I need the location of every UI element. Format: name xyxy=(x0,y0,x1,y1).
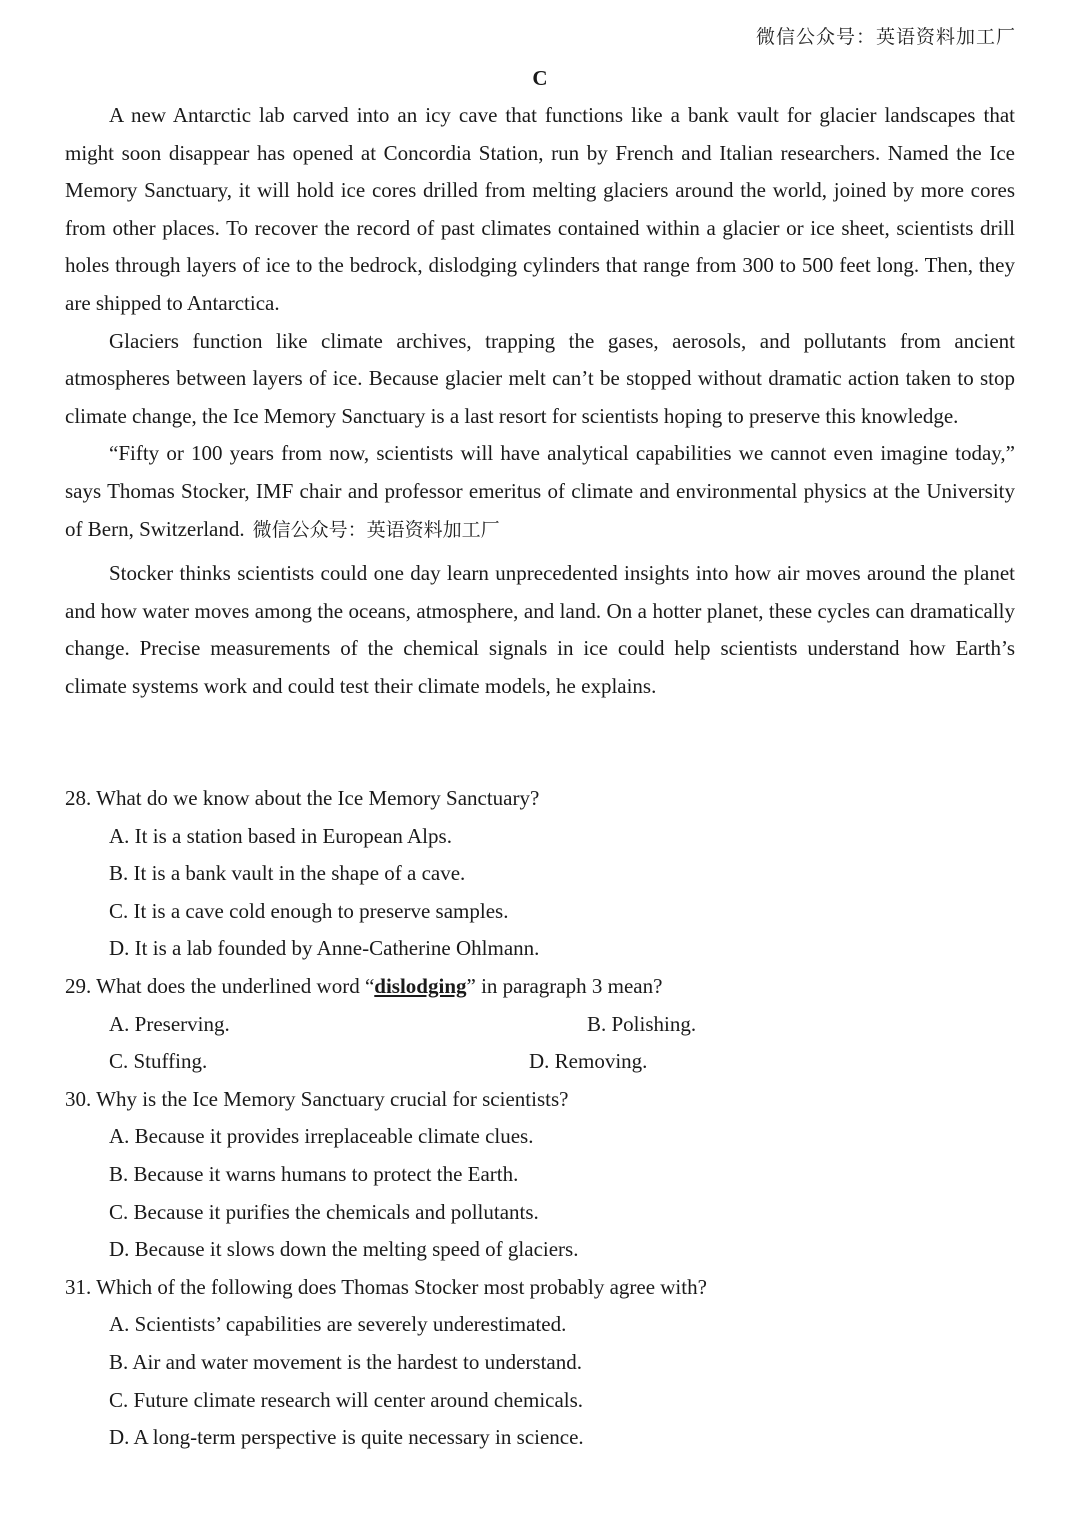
reading-passage xyxy=(65,97,1015,706)
question-31-option-d: D. A long-term perspective is quite necessary in science. xyxy=(109,1425,584,1450)
question-29-stem-post: ” in paragraph 3 mean? xyxy=(466,973,663,998)
passage-paragraph-1: A new Antarctic lab carved into an icy cave that functions like a bank vault for glacier landscapes that might soon disappear has opened at Concordia Station, run by French and Italian researchers. Named the Ice Memory Sanctuary, it will hold ice cores drilled from melting glaciers around the world, joined by more cores from other places. To recover the record of past climates contained within a glacier or ice sheet, scientists drill holes through layers of ice to the bedrock, dislodging cylinders that range from 300 to 500 feet long. Then, they are shipped to Antarctica. xyxy=(65,103,1015,315)
question-30-option-c: C. Because it purifies the chemicals and pollutants. xyxy=(109,1199,539,1224)
question-29-option-b: B. Polishing. xyxy=(587,1011,697,1036)
underlined-keyword: dislodging xyxy=(374,973,467,998)
question-31-option-b: B. Air and water movement is the hardest to understand. xyxy=(109,1349,582,1374)
section-letter: C xyxy=(532,66,548,90)
question-30-stem: 30. Why is the Ice Memory Sanctuary crucial for scientists? xyxy=(65,1086,569,1111)
passage-paragraph-4: Stocker thinks scientists could one day learn unprecedented insights into how air moves around the planet and how water moves among the oceans, atmosphere, and land. On a hotter planet, these cycles can dramatically change. Precise measurements of the chemical signals in ice could help scientists understand how Earth’s climate systems work and could test their climate models, he explains. xyxy=(65,561,1015,698)
question-30-option-d: D. Because it slows down the melting speed of glaciers. xyxy=(109,1237,579,1262)
question-28-option-b: B. It is a bank vault in the shape of a cave. xyxy=(109,861,466,886)
question-29-options-row-1 xyxy=(65,1006,1015,1044)
question-28-stem: 28. What do we know about the Ice Memory Sanctuary? xyxy=(65,786,540,810)
question-31-option-c: C. Future climate research will center around chemicals. xyxy=(109,1387,584,1412)
inline-watermark: 微信公众号：英语资料加工厂 xyxy=(252,518,500,541)
question-28-option-c: C. It is a cave cold enough to preserve samples. xyxy=(109,898,509,923)
passage-paragraph-2: Glaciers function like climate archives, trapping the gases, aerosols, and pollutants from ancient atmospheres between layers of ice. Because glacier melt can’t be stopped without dramatic action taken to stop climate change, the Ice Memory Sanctuary is a last resort for scientists hoping to preserve this knowledge. xyxy=(65,328,1015,428)
question-31-option-a: A. Scientists’ capabilities are severely underestimated. xyxy=(109,1312,567,1337)
question-31-stem: 31. Which of the following does Thomas Stocker most probably agree with? xyxy=(65,1274,707,1299)
question-29-options-row-2 xyxy=(65,1043,1015,1081)
question-29-option-d: D. Removing. xyxy=(529,1049,648,1074)
question-28-option-a: A. It is a station based in European Alps. xyxy=(109,823,452,848)
question-29-stem xyxy=(65,968,1015,1006)
question-29-option-c: C. Stuffing. xyxy=(109,1049,208,1074)
header-watermark: 微信公众号：英语资料加工厂 xyxy=(755,26,1016,48)
question-29-option-a: A. Preserving. xyxy=(109,1011,230,1036)
question-list xyxy=(65,780,1015,1457)
question-28-option-d: D. It is a lab founded by Anne-Catherine Ohlmann. xyxy=(109,936,540,961)
passage-paragraph-3 xyxy=(65,435,1015,549)
question-29-stem-pre: 29. What does the underlined word “ xyxy=(65,973,375,998)
passage-paragraph-3-text: “Fifty or 100 years from now, scientists will have analytical capabilities we cannot even imagine today,” says Thomas Stocker, IMF chair and professor emeritus of climate and environmental physics at the University of Bern, Switzerland. xyxy=(65,441,1015,541)
question-30-option-b: B. Because it warns humans to protect the Earth. xyxy=(109,1161,519,1186)
question-30-option-a: A. Because it provides irreplaceable climate clues. xyxy=(109,1124,534,1149)
